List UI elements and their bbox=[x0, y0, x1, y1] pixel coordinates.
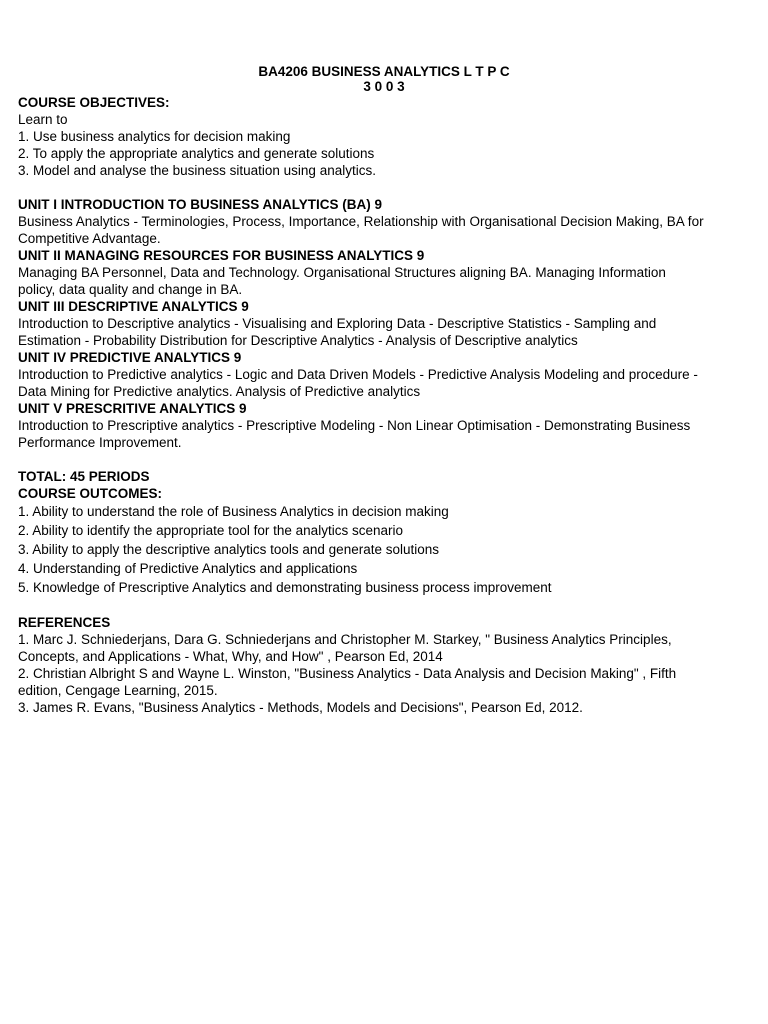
reference-text: Concepts, and Applications - What, Why, and How" , Pearson Ed, 2014 bbox=[18, 649, 443, 664]
unit-heading: UNIT IV PREDICTIVE ANALYTICS 9 bbox=[18, 350, 242, 365]
total-periods: TOTAL: 45 PERIODS bbox=[18, 469, 150, 484]
objectives-section bbox=[18, 94, 750, 179]
outcome-item: 3. Ability to apply the descriptive analytics tools and generate solutions bbox=[18, 542, 439, 557]
unit-text: Introduction to Prescriptive analytics - Prescriptive Modeling - Non Linear Optimisation - Demonstrating Business bbox=[18, 418, 691, 433]
outcomes-section bbox=[18, 485, 750, 597]
unit-heading: UNIT III DESCRIPTIVE ANALYTICS 9 bbox=[18, 299, 249, 314]
unit-text: Business Analytics - Terminologies, Process, Importance, Relationship with Organisational Decision Making, BA for bbox=[18, 214, 704, 229]
unit-text: Performance Improvement. bbox=[18, 435, 182, 450]
unit-text: policy, data quality and change in BA. bbox=[18, 282, 243, 297]
objective-item: 1. Use business analytics for decision making bbox=[18, 129, 291, 144]
syllabus-page bbox=[18, 64, 750, 716]
outcome-item: 5. Knowledge of Prescriptive Analytics and demonstrating business process improvement bbox=[18, 580, 552, 595]
objectives-intro: Learn to bbox=[18, 112, 68, 127]
references-heading: REFERENCES bbox=[18, 615, 111, 630]
unit-heading: UNIT II MANAGING RESOURCES FOR BUSINESS ANALYTICS 9 bbox=[18, 248, 425, 263]
reference-text: 2. Christian Albright S and Wayne L. Winston, "Business Analytics - Data Analysis and Decision Making" , Fifth bbox=[18, 666, 677, 681]
outcomes-heading: COURSE OUTCOMES: bbox=[18, 486, 163, 501]
credits-line: 3 0 0 3 bbox=[363, 79, 405, 94]
course-title-line: BA4206 BUSINESS ANALYTICS L T P C bbox=[258, 64, 510, 79]
course-title bbox=[18, 64, 750, 94]
outcome-item: 1. Ability to understand the role of Business Analytics in decision making bbox=[18, 504, 449, 519]
objectives-heading: COURSE OBJECTIVES: bbox=[18, 95, 170, 110]
outcome-item: 2. Ability to identify the appropriate tool for the analytics scenario bbox=[18, 523, 403, 538]
unit-heading: UNIT I INTRODUCTION TO BUSINESS ANALYTICS (BA) 9 bbox=[18, 197, 383, 212]
reference-text: 1. Marc J. Schniederjans, Dara G. Schniederjans and Christopher M. Starkey, " Business Analytics Principles, bbox=[18, 632, 672, 647]
unit-text: Estimation - Probability Distribution for Descriptive Analytics - Analysis of Descriptive analytics bbox=[18, 333, 578, 348]
reference-text: 3. James R. Evans, "Business Analytics - Methods, Models and Decisions", Pearson Ed, 2012. bbox=[18, 700, 583, 715]
objective-item: 3. Model and analyse the business situation using analytics. bbox=[18, 163, 376, 178]
unit-text: Introduction to Descriptive analytics - Visualising and Exploring Data - Descriptive Statistics - Sampling and bbox=[18, 316, 657, 331]
reference-text: edition, Cengage Learning, 2015. bbox=[18, 683, 218, 698]
units-section bbox=[18, 196, 750, 451]
outcome-item: 4. Understanding of Predictive Analytics and applications bbox=[18, 561, 358, 576]
objective-item: 2. To apply the appropriate analytics and generate solutions bbox=[18, 146, 375, 161]
unit-text: Data Mining for Predictive analytics. Analysis of Predictive analytics bbox=[18, 384, 421, 399]
unit-text: Managing BA Personnel, Data and Technology. Organisational Structures aligning BA. Managing Information bbox=[18, 265, 666, 280]
unit-text: Competitive Advantage. bbox=[18, 231, 161, 246]
references-section bbox=[18, 614, 750, 716]
unit-text: Introduction to Predictive analytics - Logic and Data Driven Models - Predictive Analysis Modeling and procedure - bbox=[18, 367, 698, 382]
unit-heading: UNIT V PRESCRITIVE ANALYTICS 9 bbox=[18, 401, 247, 416]
